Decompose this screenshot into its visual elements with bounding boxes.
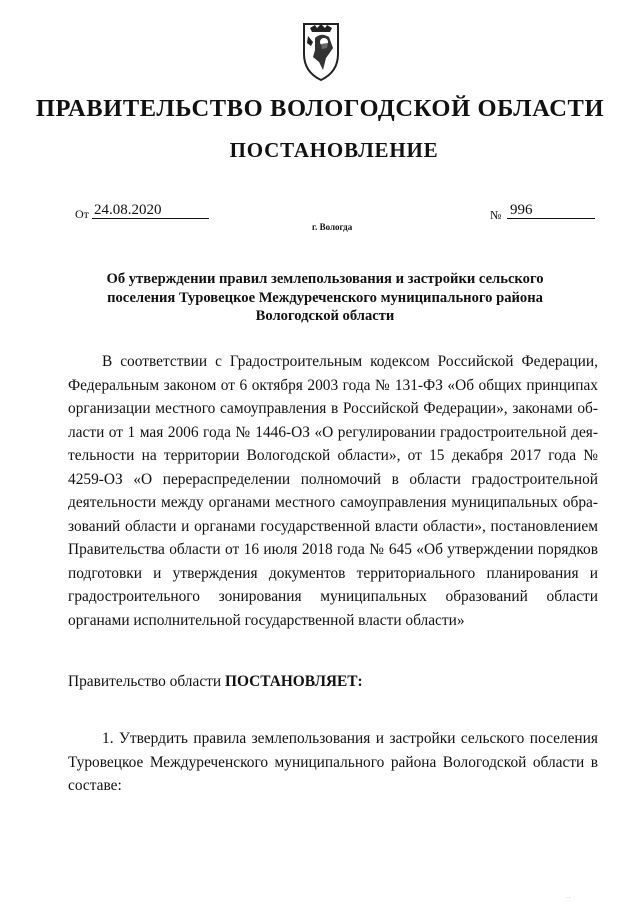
scan-mark: · · bbox=[566, 896, 571, 901]
decree-line bbox=[68, 670, 598, 694]
decree-prefix: Правительство области bbox=[68, 673, 225, 690]
date-label: От bbox=[75, 207, 89, 221]
document-date: 24.08.2020 bbox=[92, 202, 209, 219]
coat-of-arms-icon bbox=[299, 10, 343, 84]
clause-1: 1. Утвердить правила землепользования и застройки сельского поселения Туровецкое Междуреченского муниципального района Вологодской области в составе: bbox=[68, 730, 598, 794]
preamble-paragraph: В соответствии с Градостроительным кодексом Российской Федерации, Федеральным законом от 6 октября 2003 года № 131-ФЗ «Об общих принципах организации местного самоуправления в Российской Федерации», законами области от 1 мая 2006 года № 1446-ОЗ «О регулировании градостроительной деятельности на территории Вологодской области», от 15 декабря 2017 года № 4259-ОЗ «О перераспределении полномочий в области градостроительной деятельности между органами местного самоуправления муниципальных образований области и органами государственной власти области», постановлением Правительства области от 16 июля 2018 года № 645 «Об утверждении порядков подготовки и утверждения документов территориального планирования и градостроительного зонирования муниципальных образований области органами исполнительной государственной власти области» bbox=[68, 353, 598, 629]
city-name: г. Вологда bbox=[312, 222, 353, 232]
government-title: ПРАВИТЕЛЬСТВО ВОЛОГОДСКОЙ ОБЛАСТИ bbox=[35, 95, 605, 122]
document-subject: Об утверждении правил землепользования и застройки сельского поселения Туровецкое Междуреченского муниципального района Вологодской области bbox=[106, 271, 544, 324]
decree-keyword: ПОСТАНОВЛЯЕТ: bbox=[224, 673, 363, 690]
document-type-title: ПОСТАНОВЛЕНИЕ bbox=[229, 138, 439, 162]
document-number: 996 bbox=[507, 202, 595, 219]
number-label: № bbox=[490, 208, 502, 222]
